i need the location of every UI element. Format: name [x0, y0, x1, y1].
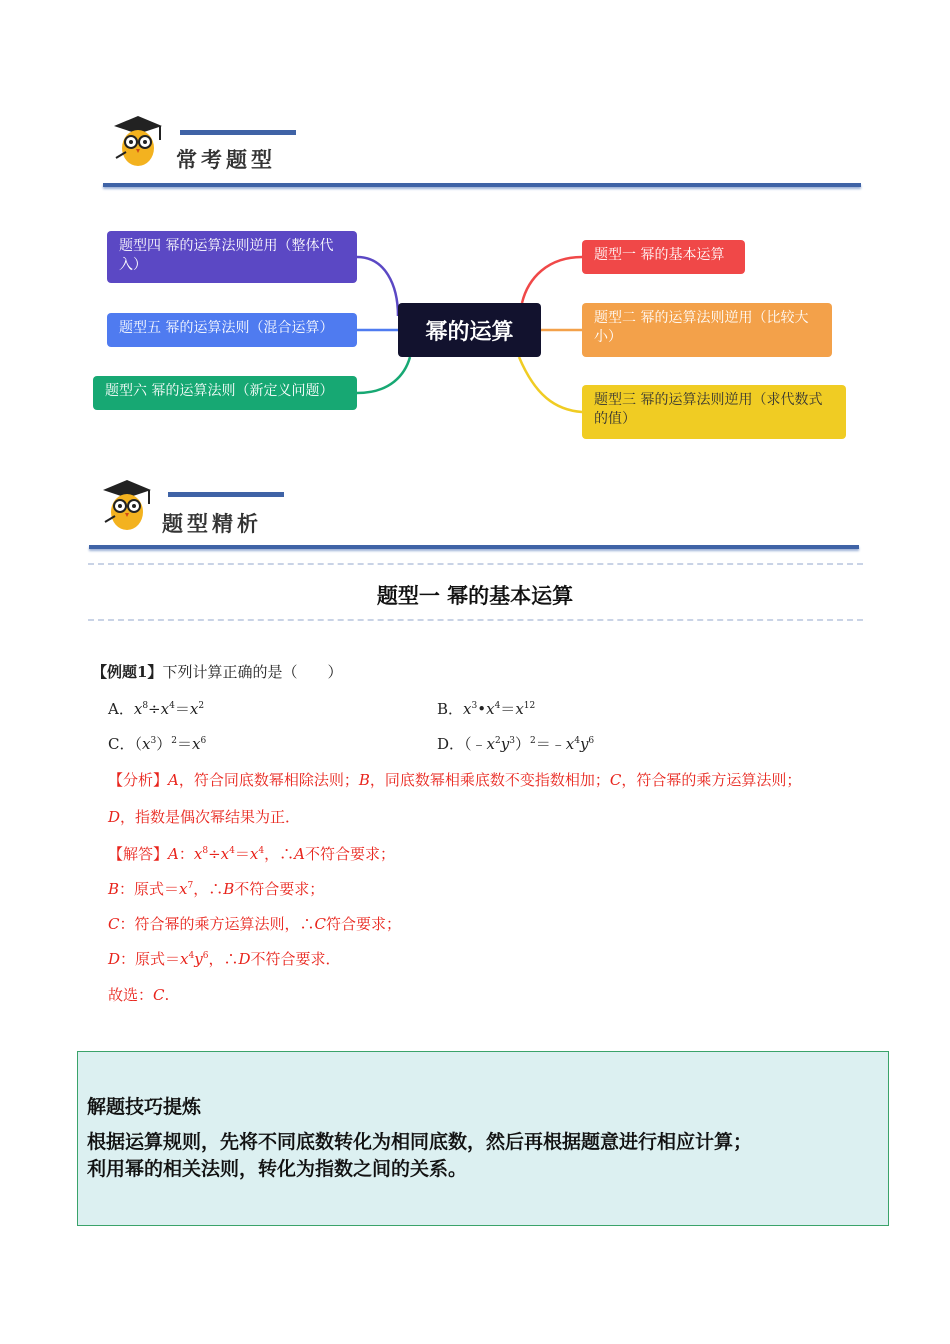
tips-line-1: 根据运算规则，先将不同底数转化为相同底数，然后再根据题意进行相应计算；: [87, 1131, 753, 1153]
section-header-analysis: [0, 474, 950, 574]
option-a: A．$x^8\div x^4=x^2$: [108, 700, 205, 718]
tips-body: [87, 1129, 882, 1183]
topic-heading: 题型一 幂的基本运算: [376, 584, 574, 608]
node-topic-2: 题型二 幂的运算法则逆用（比较大小）: [582, 303, 832, 357]
answer-line-a: 【解答】A：$x^8\div x^4=x^4$，∴A不符合要求；: [108, 845, 395, 863]
node-topic-4: 题型四 幂的运算法则逆用（整体代入）: [107, 231, 357, 283]
option-b: B．$x^3•x^4=x^{12}$: [437, 700, 536, 718]
answer-line-b: B：原式$=x^7$，∴B不符合要求；: [108, 880, 325, 898]
tips-box: [77, 1051, 889, 1226]
header-underline: [89, 545, 859, 549]
connector-right-1: [522, 257, 582, 303]
option-d: D．$(﹣x^2y^3)^2=﹣x^4y^6$: [437, 735, 595, 753]
example-tag: 【例题1】: [92, 663, 163, 681]
section-title: 常考题型: [176, 147, 276, 172]
tips-line-2: 利用幂的相关法则，转化为指数之间的关系。: [87, 1158, 468, 1180]
divider-top: [88, 563, 863, 565]
tips-title: 解题技巧提炼: [87, 1096, 202, 1118]
node-topic-6: 题型六 幂的运算法则（新定义问题）: [93, 376, 357, 410]
connector-left-1: [357, 257, 398, 316]
analysis-line-1: 【分析】A，符合同底数幂相除法则；B，同底数幂相乘底数不变指数相加；C，符合幂的乘方运算法则；: [108, 771, 802, 789]
mindmap-center: 幂的运算: [398, 303, 541, 357]
example-question: [92, 661, 342, 682]
option-c: C．$(x^3)^2=x^6$: [108, 735, 207, 753]
owl-mascot-icon: [97, 476, 153, 536]
answer-final: 故选：C.: [108, 986, 170, 1004]
answer-line-d: D：原式$=x^4y^6$，∴D不符合要求．: [108, 950, 341, 968]
node-topic-5: 题型五 幂的运算法则（混合运算）: [107, 313, 357, 347]
divider-bottom: [88, 619, 863, 621]
header-accent-bar: [168, 492, 284, 497]
answer-line-c: C：符合幂的乘方运算法则，∴C符合要求；: [108, 915, 402, 933]
node-topic-3: 题型三 幂的运算法则逆用（求代数式的值）: [582, 385, 846, 439]
connector-right-3: [519, 357, 582, 412]
connector-left-3: [357, 357, 410, 393]
analysis-line-2: D，指数是偶次幂结果为正．: [108, 808, 301, 826]
node-topic-1: 题型一 幂的基本运算: [582, 240, 745, 274]
section-title: 题型精析: [162, 511, 262, 536]
question-text: 下列计算正确的是（ ）: [162, 663, 343, 681]
